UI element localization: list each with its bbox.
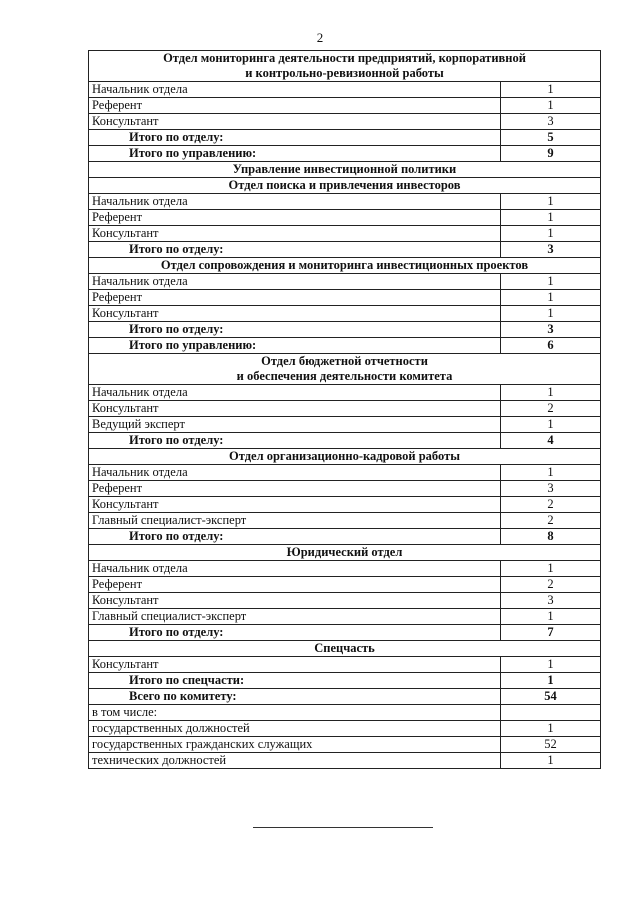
total-count: 8: [501, 529, 601, 545]
total-label: Итого по отделу:: [89, 242, 501, 258]
total-count: 5: [501, 130, 601, 146]
total-label: Итого по управлению:: [89, 146, 501, 162]
total-row: [89, 338, 601, 354]
position-label: Консультант: [89, 114, 501, 130]
section-title-line: Отдел поиска и привлечения инвесторов: [228, 178, 461, 192]
total-row: [89, 689, 601, 705]
total-label: Итого по управлению:: [89, 338, 501, 354]
section-title-line: Юридический отдел: [286, 545, 403, 559]
position-label: Начальник отдела: [89, 561, 501, 577]
position-count: 1: [501, 609, 601, 625]
section-header-row: [89, 641, 601, 657]
section-header-row: [89, 258, 601, 274]
total-row: [89, 673, 601, 689]
page-number: 2: [316, 30, 324, 45]
section-title: [89, 51, 601, 82]
position-label: Консультант: [89, 306, 501, 322]
total-label: Итого по отделу:: [89, 130, 501, 146]
breakdown-label: технических должностей: [89, 753, 501, 769]
total-count: 6: [501, 338, 601, 354]
position-row: [89, 657, 601, 673]
total-count: 1: [501, 673, 601, 689]
position-row: [89, 609, 601, 625]
section-title-line: и обеспечения деятельности комитета: [236, 369, 453, 383]
section-title-line: Управление инвестиционной политики: [232, 162, 457, 176]
breakdown-row: [89, 721, 601, 737]
breakdown-label: государственных должностей: [89, 721, 501, 737]
position-label: Референт: [89, 577, 501, 593]
position-row: [89, 417, 601, 433]
total-row: [89, 146, 601, 162]
position-row: [89, 194, 601, 210]
breakdown-count: 1: [501, 753, 601, 769]
position-count: 2: [501, 577, 601, 593]
position-row: [89, 561, 601, 577]
section-header-row: [89, 162, 601, 178]
position-count: 3: [501, 114, 601, 130]
section-title-line: Отдел мониторинга деятельности предприятий, корпоративной: [163, 51, 526, 65]
position-label: Консультант: [89, 497, 501, 513]
total-count: 54: [501, 689, 601, 705]
breakdown-intro: в том числе:: [89, 705, 501, 721]
breakdown-row: [89, 753, 601, 769]
position-label: Начальник отдела: [89, 465, 501, 481]
total-row: [89, 625, 601, 641]
section-title: [89, 178, 601, 194]
section-title: [89, 449, 601, 465]
section-title-line: Спецчасть: [314, 641, 375, 655]
position-row: [89, 226, 601, 242]
position-row: [89, 210, 601, 226]
position-label: Консультант: [89, 401, 501, 417]
total-count: 3: [501, 242, 601, 258]
position-count: 1: [501, 306, 601, 322]
section-header-row: [89, 449, 601, 465]
position-label: Ведущий эксперт: [89, 417, 501, 433]
total-label: Итого по спецчасти:: [89, 673, 501, 689]
position-row: [89, 274, 601, 290]
position-row: [89, 401, 601, 417]
position-count: 1: [501, 465, 601, 481]
position-count: 1: [501, 561, 601, 577]
position-row: [89, 593, 601, 609]
total-count: 9: [501, 146, 601, 162]
section-header-row: [89, 545, 601, 561]
position-row: [89, 114, 601, 130]
total-row: [89, 433, 601, 449]
signature-line: [253, 827, 433, 828]
position-label: Начальник отдела: [89, 274, 501, 290]
position-label: Консультант: [89, 657, 501, 673]
position-label: Референт: [89, 290, 501, 306]
position-row: [89, 481, 601, 497]
section-title: [89, 162, 601, 178]
position-label: Начальник отдела: [89, 385, 501, 401]
section-title: [89, 545, 601, 561]
total-row: [89, 529, 601, 545]
total-count: 3: [501, 322, 601, 338]
breakdown-intro-empty: [501, 705, 601, 721]
position-count: 1: [501, 385, 601, 401]
position-count: 2: [501, 513, 601, 529]
position-label: Референт: [89, 98, 501, 114]
section-title-line: Отдел бюджетной отчетности: [261, 354, 428, 368]
position-count: 1: [501, 417, 601, 433]
position-row: [89, 513, 601, 529]
position-row: [89, 497, 601, 513]
section-title-line: Отдел сопровождения и мониторинга инвестиционных проектов: [160, 258, 529, 272]
section-title: [89, 641, 601, 657]
section-title-line: и контрольно-ревизионной работы: [245, 66, 444, 80]
position-count: 3: [501, 593, 601, 609]
total-label: Итого по отделу:: [89, 433, 501, 449]
position-count: 1: [501, 98, 601, 114]
position-row: [89, 98, 601, 114]
position-row: [89, 290, 601, 306]
position-row: [89, 82, 601, 98]
breakdown-count: 1: [501, 721, 601, 737]
position-label: Консультант: [89, 593, 501, 609]
section-title: [89, 258, 601, 274]
breakdown-label: государственных гражданских служащих: [89, 737, 501, 753]
position-count: 1: [501, 226, 601, 242]
position-label: Начальник отдела: [89, 82, 501, 98]
position-row: [89, 465, 601, 481]
position-count: 1: [501, 194, 601, 210]
position-row: [89, 306, 601, 322]
position-count: 1: [501, 290, 601, 306]
position-label: Главный специалист-эксперт: [89, 609, 501, 625]
total-count: 4: [501, 433, 601, 449]
total-count: 7: [501, 625, 601, 641]
position-label: Главный специалист-эксперт: [89, 513, 501, 529]
total-label: Итого по отделу:: [89, 322, 501, 338]
position-count: 2: [501, 401, 601, 417]
position-row: [89, 577, 601, 593]
position-label: Консультант: [89, 226, 501, 242]
breakdown-count: 52: [501, 737, 601, 753]
position-row: [89, 385, 601, 401]
section-title: [89, 354, 601, 385]
total-label: Итого по отделу:: [89, 625, 501, 641]
total-label: Всего по комитету:: [89, 689, 501, 705]
position-label: Референт: [89, 210, 501, 226]
position-count: 1: [501, 274, 601, 290]
total-label: Итого по отделу:: [89, 529, 501, 545]
section-header-row: [89, 178, 601, 194]
position-label: Начальник отдела: [89, 194, 501, 210]
position-label: Референт: [89, 481, 501, 497]
section-header-row: [89, 51, 601, 82]
position-count: 1: [501, 82, 601, 98]
section-title-line: Отдел организационно-кадровой работы: [229, 449, 460, 463]
position-count: 2: [501, 497, 601, 513]
total-row: [89, 130, 601, 146]
position-count: 1: [501, 210, 601, 226]
position-count: 3: [501, 481, 601, 497]
total-row: [89, 242, 601, 258]
breakdown-row: [89, 737, 601, 753]
breakdown-intro-row: [89, 705, 601, 721]
total-row: [89, 322, 601, 338]
section-header-row: [89, 354, 601, 385]
position-count: 1: [501, 657, 601, 673]
staffing-table: [88, 50, 601, 769]
